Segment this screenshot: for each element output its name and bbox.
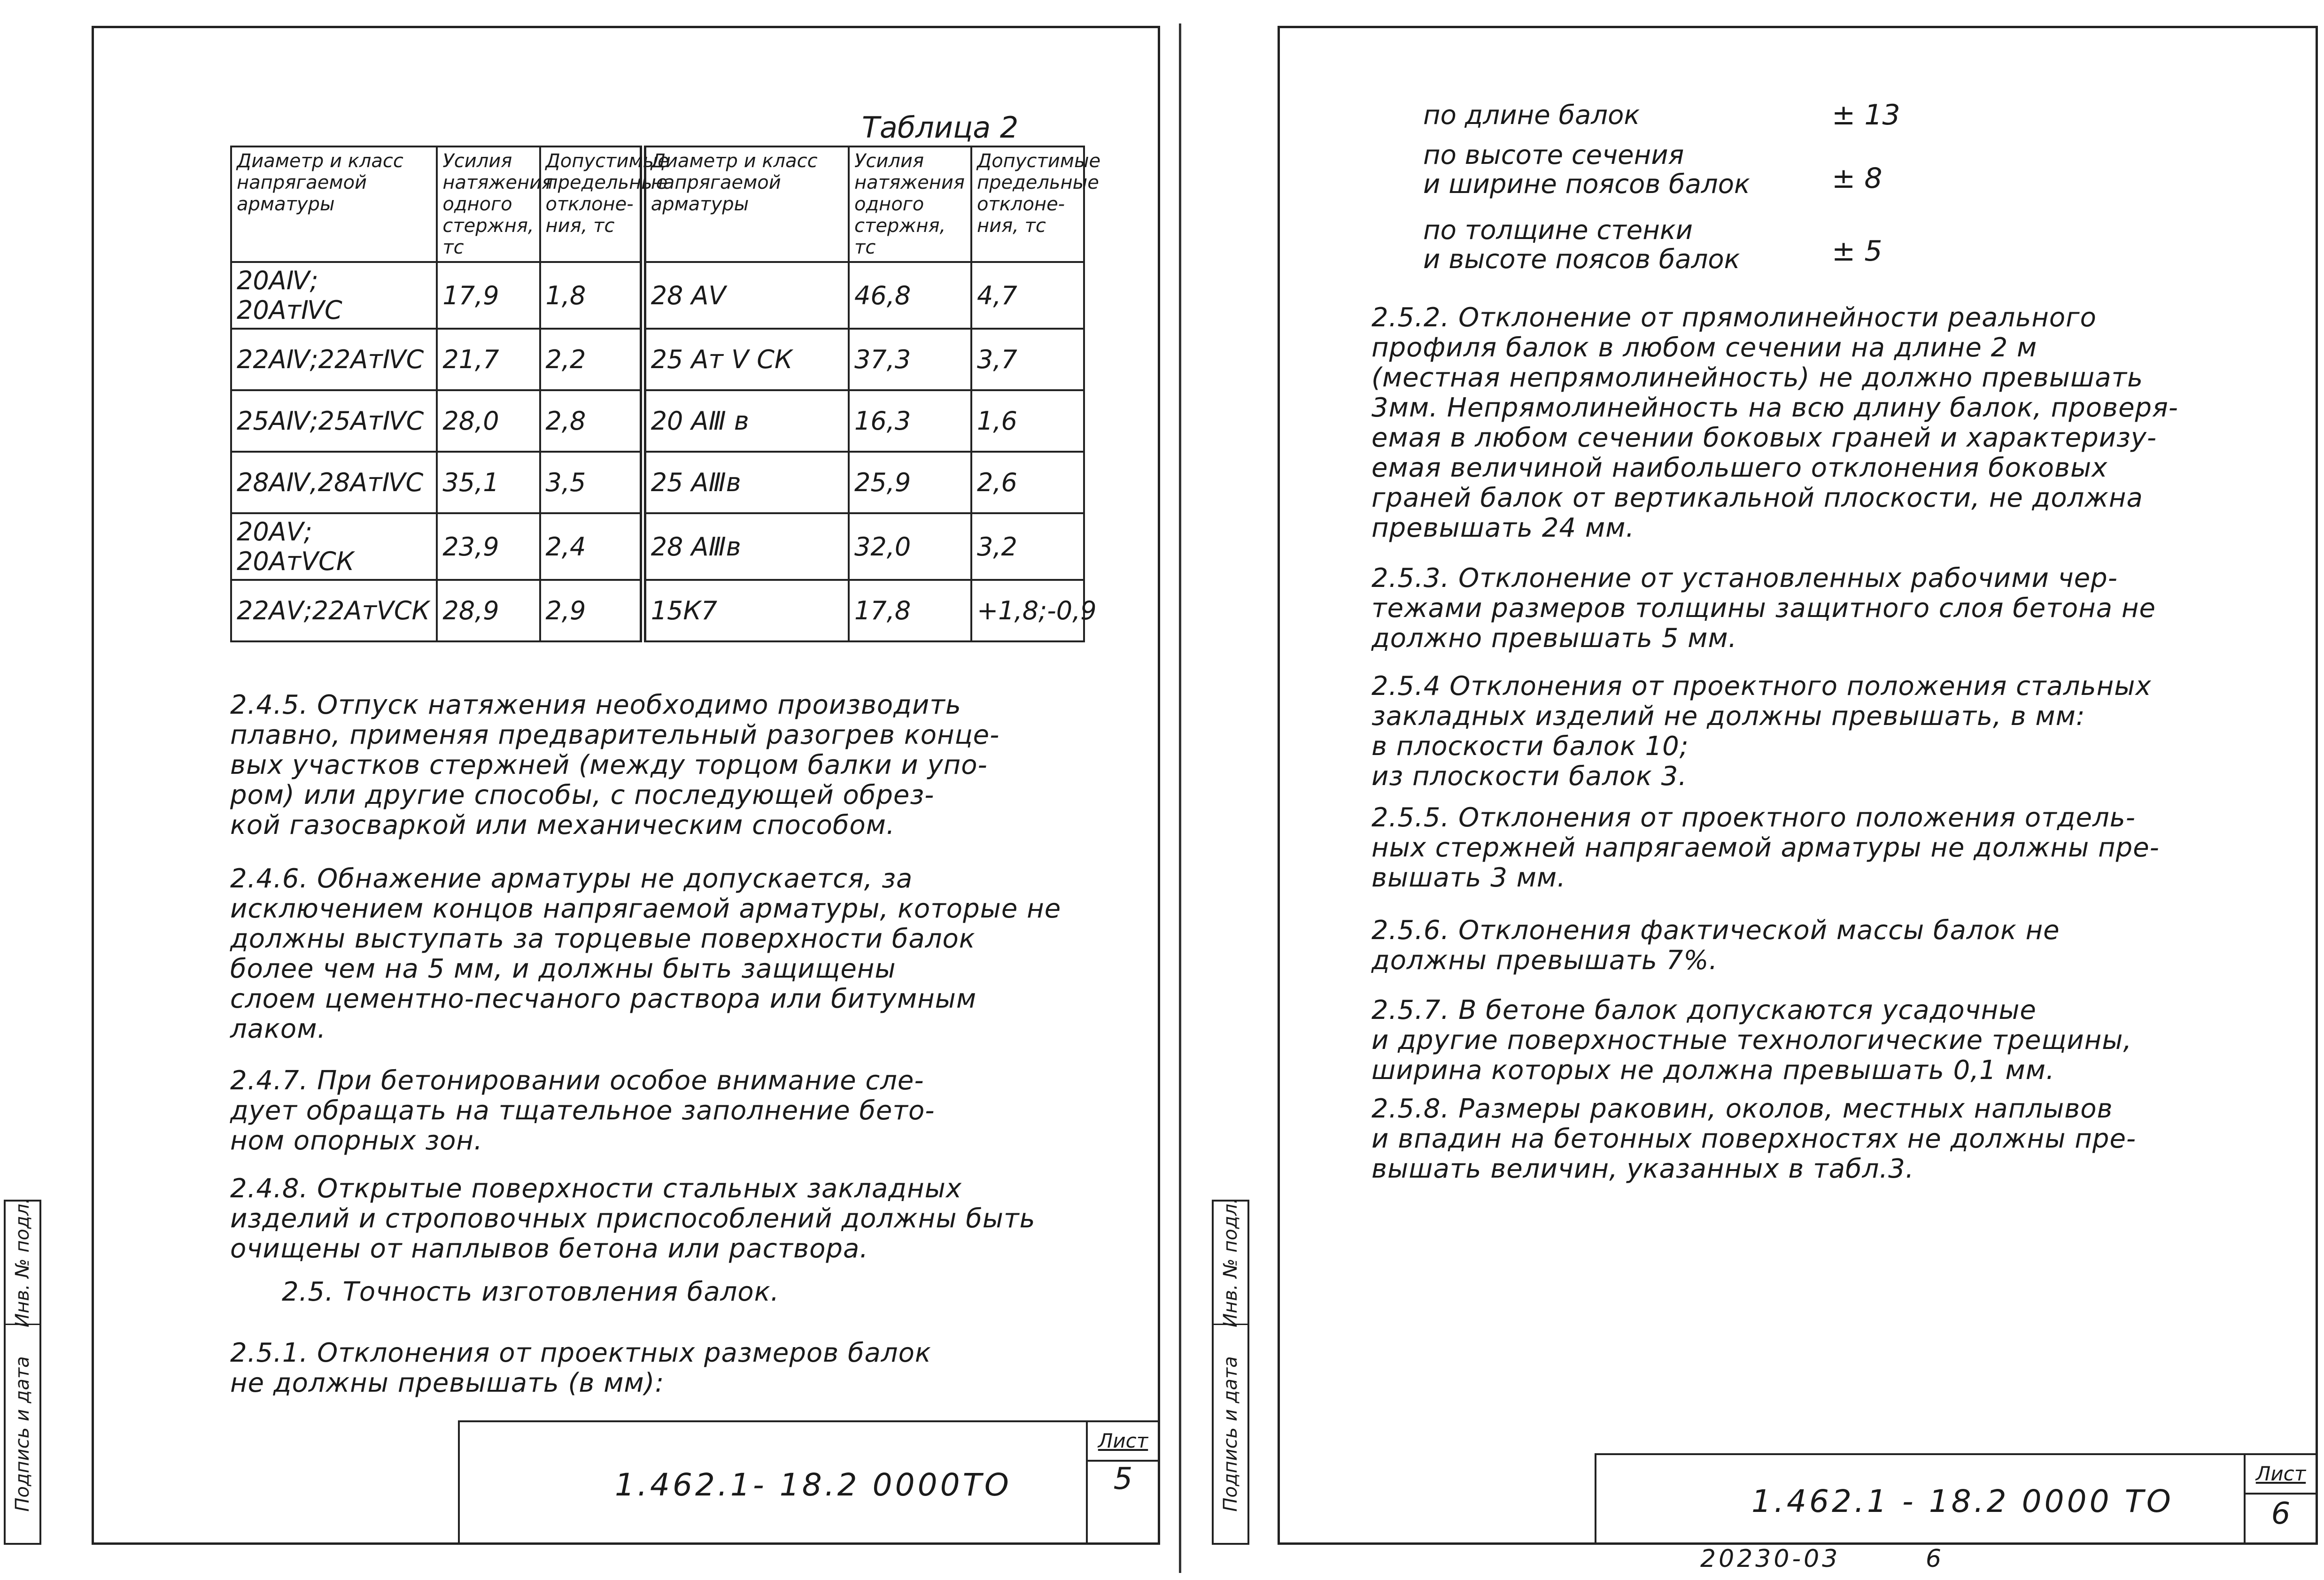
- paragraph-2-5-3: 2.5.3. Отклонение от установленных рабочими чер- тежами размеров толщины защитного слоя бетона не должно превышать 5 мм.: [1371, 563, 2156, 654]
- table-cell: 17,8: [849, 580, 971, 641]
- table-row: [231, 580, 1084, 641]
- table-row: [231, 390, 1084, 452]
- table-cell: 22АⅣ;22АтⅣС: [231, 329, 437, 390]
- header-cell: Диаметр и класс напрягаемой арматуры: [643, 146, 849, 262]
- paragraph-2-5-6: 2.5.6. Отклонения фактической массы балок не должны превышать 7%.: [1371, 915, 2060, 976]
- sign-label: Подпись и дата: [1220, 1356, 1241, 1512]
- sheet-number: 5: [1113, 1462, 1133, 1496]
- table-cell: 2,6: [971, 452, 1084, 513]
- table-cell: 3,7: [971, 329, 1084, 390]
- table-cell: 28 АⅤ: [643, 262, 849, 329]
- table-cell: 2,4: [540, 513, 643, 580]
- inv-cell: [6, 1198, 39, 1327]
- sheet-number-box: [2244, 1455, 2316, 1543]
- table-cell: 25 Ат Ⅴ СК: [643, 329, 849, 390]
- table-cell: 35,1: [437, 452, 540, 513]
- table-cell: 3,2: [971, 513, 1084, 580]
- sign-cell: [1214, 1324, 1247, 1543]
- table-cell: 3,5: [540, 452, 643, 513]
- sheet-label: Лист: [1088, 1422, 1158, 1462]
- sheet-number: 6: [2271, 1496, 2291, 1531]
- table-cell: 2,2: [540, 329, 643, 390]
- table-cell: 28 АⅢв: [643, 513, 849, 580]
- table-header-row: [231, 146, 1084, 262]
- inv-label: Инв. № подл.: [1220, 1198, 1241, 1327]
- table-row: [231, 329, 1084, 390]
- table-cell: 2,8: [540, 390, 643, 452]
- table-cell: 21,7: [437, 329, 540, 390]
- header-cell: Усилия натяжения одного стержня, тс: [849, 146, 971, 262]
- paragraph-2-4-6: 2.4.6. Обнажение арматуры не допускается, за исключением концов напрягаемой арматуры, которые не должны выступать за торцевые поверхности балок более чем на 5 мм, и должны быть защищены слоем цементно-песчаного раствора или битумным лаком.: [230, 863, 1061, 1044]
- table-cell: 15К7: [643, 580, 849, 641]
- table-cell: 20АⅣ; 20АтⅣС: [231, 262, 437, 329]
- center-fold-line: [1179, 23, 1181, 1573]
- paragraph-2-5: 2.5. Точность изготовления балок.: [282, 1277, 780, 1307]
- right-title-block: [1595, 1453, 2318, 1545]
- paragraph-2-4-8: 2.4.8. Открытые поверхности стальных закладных изделий и строповочных приспособлений должны быть очищены от наплывов бетона или раствора.: [230, 1173, 1036, 1264]
- table-cell: 28,0: [437, 390, 540, 452]
- header-cell: Допустимые предельные отклоне-ния, тс: [971, 146, 1084, 262]
- tolerance-item: по высоте сечения и ширине поясов балок: [1423, 140, 1750, 200]
- inv-cell: [1214, 1198, 1247, 1327]
- tolerance-value: ± 8: [1832, 162, 1882, 195]
- table-row: [231, 513, 1084, 580]
- tolerance-value: ± 5: [1832, 235, 1882, 268]
- table-row: [231, 262, 1084, 329]
- table-cell: 16,3: [849, 390, 971, 452]
- table-cell: 2,9: [540, 580, 643, 641]
- sign-label: Подпись и дата: [12, 1356, 33, 1512]
- paragraph-2-4-5: 2.4.5. Отпуск натяжения необходимо производить плавно, применяя предварительный разогрев конце- вых участков стержней (между торцом балки и упо- ром) или другие способы, с последующей обрез- кой газосваркой или механическим способом.: [230, 690, 1000, 840]
- table-cell: 20 АⅢ в: [643, 390, 849, 452]
- archive-page-number: 6: [1926, 1545, 1944, 1573]
- sheet-label: Лист: [2246, 1455, 2316, 1495]
- table-cell: 25,9: [849, 452, 971, 513]
- document-code: 1.462.1 - 18.2 0000 ТО: [1751, 1483, 2174, 1519]
- table-cell: 23,9: [437, 513, 540, 580]
- paragraph-2-4-7: 2.4.7. При бетонировании особое внимание сле- дует обращать на тщательное заполнение бето- ном опорных зон.: [230, 1065, 935, 1156]
- paragraph-2-5-8: 2.5.8. Размеры раковин, околов, местных наплывов и впадин на бетонных поверхностях не должны пре- вышать величин, указанных в табл.3.: [1371, 1094, 2137, 1184]
- tolerance-value: ± 13: [1832, 99, 1900, 131]
- paragraph-2-5-4: 2.5.4 Отклонения от проектного положения стальных закладных изделий не должны превышать, в мм: в плоскости балок 10; из плоскости балок 3.: [1371, 671, 2152, 792]
- table-cell: 25АⅣ;25АтⅣС: [231, 390, 437, 452]
- table-cell: 28,9: [437, 580, 540, 641]
- left-side-strip: [4, 1200, 41, 1545]
- table-cell: 32,0: [849, 513, 971, 580]
- table-cell: +1,8;-0,9: [971, 580, 1084, 641]
- table-cell: 22АⅤ;22АтⅤСК: [231, 580, 437, 641]
- table-cell: 1,6: [971, 390, 1084, 452]
- paragraph-2-5-1: 2.5.1. Отклонения от проектных размеров балок не должны превышать (в мм):: [230, 1338, 931, 1398]
- paragraph-2-5-2: 2.5.2. Отклонение от прямолинейности реального профиля балок в любом сечении на длине 2 м (местная непрямолинейность) не должно превышать 3мм. Непрямолинейность на всю длину балок, проверя- емая в любом сечении боковых граней и характеризу- емая величиной наибольшего отклонения боковых граней балок от вертикальной плоскости, не должна превышать 24 мм.: [1371, 302, 2178, 543]
- table-row: [231, 452, 1084, 513]
- table-cell: 4,7: [971, 262, 1084, 329]
- archive-code: 20230-03: [1700, 1545, 1841, 1573]
- left-title-block: [458, 1420, 1160, 1545]
- paragraph-2-5-7: 2.5.7. В бетоне балок допускаются усадочные и другие поверхностные технологические трещины, ширина которых не должна превышать 0,1 мм.: [1371, 995, 2132, 1086]
- table-cell: 37,3: [849, 329, 971, 390]
- table-caption: Таблица 2: [862, 110, 1019, 145]
- table-cell: 20АⅤ; 20АтⅤСК: [231, 513, 437, 580]
- table-cell: 1,8: [540, 262, 643, 329]
- header-cell: Диаметр и класс напрягаемой арматуры: [231, 146, 437, 262]
- tolerance-item: по длине балок: [1423, 100, 1640, 131]
- header-cell: Допустимые предельные отклоне-ния, тс: [540, 146, 643, 262]
- table-cell: 17,9: [437, 262, 540, 329]
- table-cell: 28АⅣ,28АтⅣС: [231, 452, 437, 513]
- document-code: 1.462.1- 18.2 0000ТО: [615, 1467, 1012, 1503]
- tension-table: [230, 146, 1101, 642]
- header-cell: Усилия натяжения одного стержня, тс: [437, 146, 540, 262]
- table-cell: 46,8: [849, 262, 971, 329]
- inv-label: Инв. № подл.: [12, 1198, 33, 1327]
- sheet-number-box: [1086, 1422, 1158, 1543]
- tolerance-item: по толщине стенки и высоте поясов балок: [1423, 215, 1740, 275]
- sign-cell: [6, 1324, 39, 1543]
- paragraph-2-5-5: 2.5.5. Отклонения от проектного положения отдель- ных стержней напрягаемой арматуры не должны пре- вышать 3 мм.: [1371, 802, 2160, 893]
- table-cell: 25 АⅢв: [643, 452, 849, 513]
- right-side-strip: [1212, 1200, 1249, 1545]
